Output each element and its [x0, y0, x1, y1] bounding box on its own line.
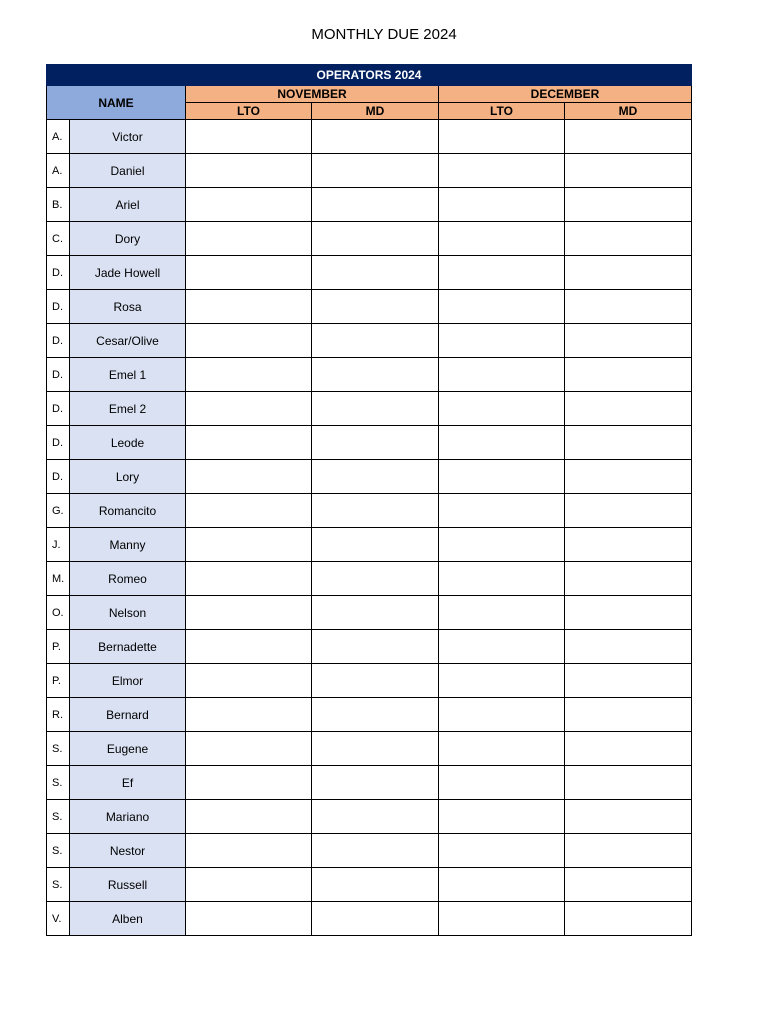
row-initial: D.: [47, 460, 70, 494]
november-md-cell[interactable]: [312, 358, 439, 392]
row-initial: D.: [47, 426, 70, 460]
table-row: [47, 800, 692, 834]
december-md-cell[interactable]: [565, 732, 692, 766]
november-md-cell[interactable]: [312, 562, 439, 596]
december-md-cell[interactable]: [565, 494, 692, 528]
row-name: Ariel: [70, 188, 186, 222]
row-initial: M.: [47, 562, 70, 596]
row-name: Daniel: [70, 154, 186, 188]
november-lto-cell[interactable]: [186, 358, 312, 392]
november-md-cell[interactable]: [312, 222, 439, 256]
row-initial: S.: [47, 800, 70, 834]
november-md-cell[interactable]: [312, 766, 439, 800]
december-lto-cell[interactable]: [439, 902, 565, 936]
sub-header-december-lto: LTO: [439, 103, 565, 120]
december-md-cell[interactable]: [565, 698, 692, 732]
name-column-header: NAME: [47, 86, 186, 120]
row-initial: D.: [47, 324, 70, 358]
november-lto-cell[interactable]: [186, 834, 312, 868]
november-md-cell[interactable]: [312, 800, 439, 834]
november-lto-cell[interactable]: [186, 902, 312, 936]
table-row: [47, 494, 692, 528]
december-lto-cell[interactable]: [439, 494, 565, 528]
december-md-cell[interactable]: [565, 630, 692, 664]
december-md-cell[interactable]: [565, 800, 692, 834]
november-lto-cell[interactable]: [186, 324, 312, 358]
december-md-cell[interactable]: [565, 562, 692, 596]
row-initial: R.: [47, 698, 70, 732]
november-md-cell[interactable]: [312, 426, 439, 460]
row-name: Nestor: [70, 834, 186, 868]
row-initial: A.: [47, 120, 70, 154]
november-lto-cell[interactable]: [186, 562, 312, 596]
december-lto-cell[interactable]: [439, 154, 565, 188]
row-initial: V.: [47, 902, 70, 936]
row-name: Bernard: [70, 698, 186, 732]
sub-header-december-md: MD: [565, 103, 692, 120]
december-md-cell[interactable]: [565, 868, 692, 902]
november-md-cell[interactable]: [312, 154, 439, 188]
november-lto-cell[interactable]: [186, 800, 312, 834]
table-row: [47, 732, 692, 766]
sub-header-november-lto: LTO: [186, 103, 312, 120]
november-lto-cell[interactable]: [186, 766, 312, 800]
november-md-cell[interactable]: [312, 630, 439, 664]
december-lto-cell[interactable]: [439, 324, 565, 358]
row-initial: S.: [47, 834, 70, 868]
table-row: [47, 902, 692, 936]
november-md-cell[interactable]: [312, 188, 439, 222]
december-md-cell[interactable]: [565, 154, 692, 188]
table-row: [47, 426, 692, 460]
november-md-cell[interactable]: [312, 902, 439, 936]
month-header-november: NOVEMBER: [186, 86, 439, 103]
table-row: [47, 290, 692, 324]
november-lto-cell[interactable]: [186, 732, 312, 766]
november-md-cell[interactable]: [312, 290, 439, 324]
november-lto-cell[interactable]: [186, 664, 312, 698]
table-row: [47, 562, 692, 596]
row-name: Manny: [70, 528, 186, 562]
december-md-cell[interactable]: [565, 222, 692, 256]
november-lto-cell[interactable]: [186, 290, 312, 324]
november-lto-cell[interactable]: [186, 494, 312, 528]
row-name: Jade Howell: [70, 256, 186, 290]
november-md-cell[interactable]: [312, 528, 439, 562]
december-md-cell[interactable]: [565, 358, 692, 392]
december-lto-cell[interactable]: [439, 732, 565, 766]
table-row: [47, 358, 692, 392]
row-name: Bernadette: [70, 630, 186, 664]
december-lto-cell[interactable]: [439, 256, 565, 290]
table-row: [47, 460, 692, 494]
december-lto-cell[interactable]: [439, 188, 565, 222]
november-lto-cell[interactable]: [186, 426, 312, 460]
december-md-cell[interactable]: [565, 528, 692, 562]
table-row: [47, 698, 692, 732]
row-initial: B.: [47, 188, 70, 222]
table-banner: OPERATORS 2024: [47, 65, 692, 86]
sub-header-november-md: MD: [312, 103, 439, 120]
november-md-cell[interactable]: [312, 732, 439, 766]
row-name: Ef: [70, 766, 186, 800]
table-row: [47, 256, 692, 290]
december-lto-cell[interactable]: [439, 664, 565, 698]
november-md-cell[interactable]: [312, 460, 439, 494]
row-initial: S.: [47, 766, 70, 800]
row-name: Elmor: [70, 664, 186, 698]
november-lto-cell[interactable]: [186, 698, 312, 732]
row-initial: O.: [47, 596, 70, 630]
row-name: Mariano: [70, 800, 186, 834]
row-name: Romeo: [70, 562, 186, 596]
row-name: Leode: [70, 426, 186, 460]
december-md-cell[interactable]: [565, 664, 692, 698]
december-md-cell[interactable]: [565, 460, 692, 494]
row-initial: A.: [47, 154, 70, 188]
row-name: Victor: [70, 120, 186, 154]
table-row: [47, 154, 692, 188]
row-name: Emel 2: [70, 392, 186, 426]
november-md-cell[interactable]: [312, 868, 439, 902]
row-initial: D.: [47, 392, 70, 426]
december-lto-cell[interactable]: [439, 868, 565, 902]
november-lto-cell[interactable]: [186, 120, 312, 154]
december-lto-cell[interactable]: [439, 698, 565, 732]
december-lto-cell[interactable]: [439, 392, 565, 426]
december-lto-cell[interactable]: [439, 528, 565, 562]
november-md-cell[interactable]: [312, 834, 439, 868]
november-md-cell[interactable]: [312, 392, 439, 426]
table-row: [47, 188, 692, 222]
table-row: [47, 324, 692, 358]
november-lto-cell[interactable]: [186, 392, 312, 426]
november-lto-cell[interactable]: [186, 154, 312, 188]
row-name: Rosa: [70, 290, 186, 324]
table-row: [47, 834, 692, 868]
month-header-december: DECEMBER: [439, 86, 692, 103]
table-row: [47, 596, 692, 630]
row-name: Nelson: [70, 596, 186, 630]
december-md-cell[interactable]: [565, 324, 692, 358]
row-name: Romancito: [70, 494, 186, 528]
december-md-cell[interactable]: [565, 392, 692, 426]
december-lto-cell[interactable]: [439, 800, 565, 834]
table-row: [47, 120, 692, 154]
table-row: [47, 630, 692, 664]
december-md-cell[interactable]: [565, 426, 692, 460]
table-row: [47, 766, 692, 800]
table-row: [47, 528, 692, 562]
table-row: [47, 392, 692, 426]
row-initial: D.: [47, 256, 70, 290]
november-md-cell[interactable]: [312, 324, 439, 358]
row-initial: G.: [47, 494, 70, 528]
row-initial: C.: [47, 222, 70, 256]
november-lto-cell[interactable]: [186, 222, 312, 256]
row-initial: S.: [47, 868, 70, 902]
row-name: Russell: [70, 868, 186, 902]
november-lto-cell[interactable]: [186, 868, 312, 902]
december-lto-cell[interactable]: [439, 120, 565, 154]
december-lto-cell[interactable]: [439, 426, 565, 460]
row-name: Alben: [70, 902, 186, 936]
table-row: [47, 868, 692, 902]
row-initial: S.: [47, 732, 70, 766]
november-lto-cell[interactable]: [186, 188, 312, 222]
row-initial: P.: [47, 630, 70, 664]
document-title: MONTHLY DUE 2024: [311, 26, 457, 43]
table-row: [47, 222, 692, 256]
december-md-cell[interactable]: [565, 120, 692, 154]
row-name: Cesar/Olive: [70, 324, 186, 358]
december-md-cell[interactable]: [565, 902, 692, 936]
november-md-cell[interactable]: [312, 120, 439, 154]
row-name: Emel 1: [70, 358, 186, 392]
december-lto-cell[interactable]: [439, 222, 565, 256]
december-md-cell[interactable]: [565, 188, 692, 222]
december-lto-cell[interactable]: [439, 562, 565, 596]
december-md-cell[interactable]: [565, 290, 692, 324]
row-initial: D.: [47, 290, 70, 324]
row-initial: D.: [47, 358, 70, 392]
december-lto-cell[interactable]: [439, 834, 565, 868]
november-lto-cell[interactable]: [186, 596, 312, 630]
november-lto-cell[interactable]: [186, 630, 312, 664]
december-lto-cell[interactable]: [439, 630, 565, 664]
november-lto-cell[interactable]: [186, 256, 312, 290]
november-md-cell[interactable]: [312, 256, 439, 290]
table-body: [47, 120, 692, 936]
operators-table: [46, 64, 692, 936]
november-md-cell[interactable]: [312, 698, 439, 732]
november-lto-cell[interactable]: [186, 528, 312, 562]
december-lto-cell[interactable]: [439, 766, 565, 800]
november-md-cell[interactable]: [312, 596, 439, 630]
november-lto-cell[interactable]: [186, 460, 312, 494]
december-lto-cell[interactable]: [439, 290, 565, 324]
row-name: Dory: [70, 222, 186, 256]
november-md-cell[interactable]: [312, 664, 439, 698]
december-md-cell[interactable]: [565, 596, 692, 630]
november-md-cell[interactable]: [312, 494, 439, 528]
table-row: [47, 664, 692, 698]
december-lto-cell[interactable]: [439, 358, 565, 392]
row-initial: J.: [47, 528, 70, 562]
row-name: Lory: [70, 460, 186, 494]
december-md-cell[interactable]: [565, 834, 692, 868]
row-name: Eugene: [70, 732, 186, 766]
december-md-cell[interactable]: [565, 766, 692, 800]
december-lto-cell[interactable]: [439, 460, 565, 494]
december-md-cell[interactable]: [565, 256, 692, 290]
december-lto-cell[interactable]: [439, 596, 565, 630]
row-initial: P.: [47, 664, 70, 698]
